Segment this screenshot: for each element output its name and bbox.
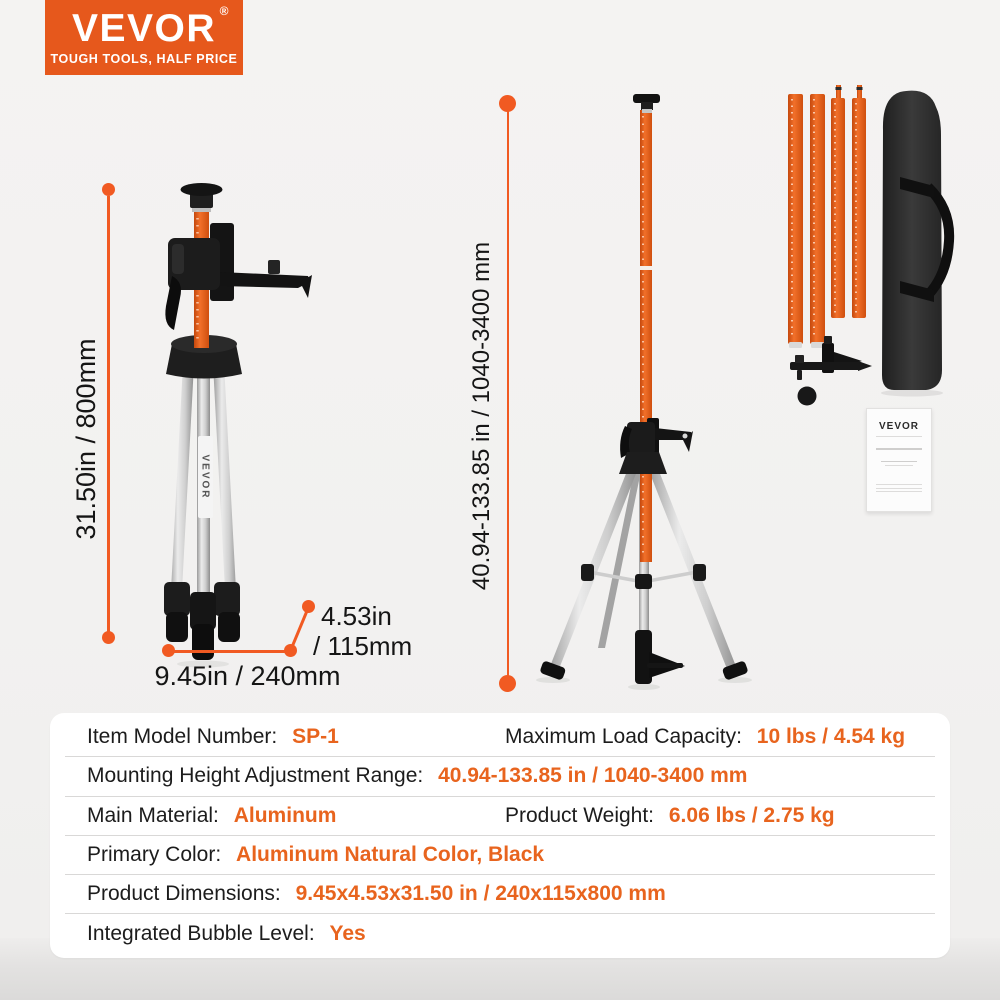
carry-bag-illustration (881, 91, 949, 397)
registered-mark: ® (219, 4, 231, 18)
spec-label: Maximum Load Capacity: (505, 725, 742, 749)
dimension-label-collapsed-height: 31.50in / 800mm (71, 338, 101, 540)
manual-brand-text: VEVOR (878, 421, 919, 432)
spec-label: Primary Color: (87, 843, 222, 867)
spec-row (65, 718, 935, 757)
spec-panel (50, 713, 950, 958)
dimension-label-extended-height: 40.94-133.85 in / 1040-3400 mm (468, 241, 495, 591)
accessories-illustration (778, 85, 963, 420)
orange-pole (640, 110, 652, 562)
spec-row (65, 914, 935, 953)
spec-cell (505, 725, 905, 749)
dimension-label-base-depth-line1: 4.53in (321, 601, 392, 631)
tripod-collar (619, 452, 667, 474)
spec-cell (65, 882, 666, 906)
spec-label: Product Weight: (505, 803, 655, 827)
brand-sticker-text: VEVOR (199, 454, 211, 500)
clamp-bracket (165, 223, 312, 330)
spec-value: 10 lbs / 4.54 kg (756, 725, 906, 749)
spec-value: 9.45x4.53x31.50 in / 240x115x800 mm (295, 882, 666, 906)
spec-value: SP-1 (292, 725, 339, 749)
collapsed-tripod-illustration (150, 178, 330, 670)
spec-cell (65, 804, 336, 828)
spec-label: Mounting Height Adjustment Range: (87, 764, 424, 788)
top-cap (633, 94, 660, 113)
pole-joint (640, 266, 652, 270)
spec-cell (65, 922, 366, 946)
spec-value: Aluminum Natural Color, Black (236, 843, 545, 867)
spec-cell (65, 764, 747, 788)
spec-value: 6.06 lbs / 2.75 kg (668, 803, 835, 827)
spec-label: Item Model Number: (87, 725, 278, 749)
dimension-dot (102, 183, 115, 196)
spec-row (65, 757, 935, 796)
dimension-label-base-width: 9.45in / 240mm (154, 661, 341, 691)
spec-cell (65, 843, 544, 867)
spec-label: Integrated Bubble Level: (87, 922, 315, 946)
dimension-dot (302, 600, 315, 613)
dimension-dot (499, 95, 516, 112)
dimension-dot (499, 675, 516, 692)
spec-value: Yes (329, 922, 366, 946)
top-cap (181, 183, 223, 208)
dimension-dot (102, 631, 115, 644)
brand-wordmark: VEVOR ® (71, 4, 231, 50)
spec-row (65, 875, 935, 914)
extension-poles-illustration (788, 85, 866, 348)
spec-row (65, 797, 935, 836)
dimension-line-base-width (168, 650, 290, 653)
dimension-label-base-depth-line2: / 115mm (313, 631, 413, 661)
spec-cell (505, 804, 835, 828)
spec-row (65, 836, 935, 875)
dimension-dot (162, 644, 175, 657)
brand-tagline: TOUGH TOOLS, HALF PRICE (50, 52, 238, 66)
brand-logo (45, 0, 243, 75)
dimension-line-collapsed-height (107, 196, 110, 637)
spec-value: 40.94-133.85 in / 1040-3400 mm (438, 764, 748, 788)
spec-label: Main Material: (87, 803, 219, 827)
spec-cell (65, 725, 339, 749)
user-manual (866, 408, 932, 512)
knob-illustration (798, 387, 817, 406)
dimension-line-extended-height (507, 110, 510, 677)
extended-tripod-illustration (535, 88, 770, 694)
spec-value: Aluminum (233, 803, 337, 827)
spec-label: Product Dimensions: (87, 882, 281, 906)
